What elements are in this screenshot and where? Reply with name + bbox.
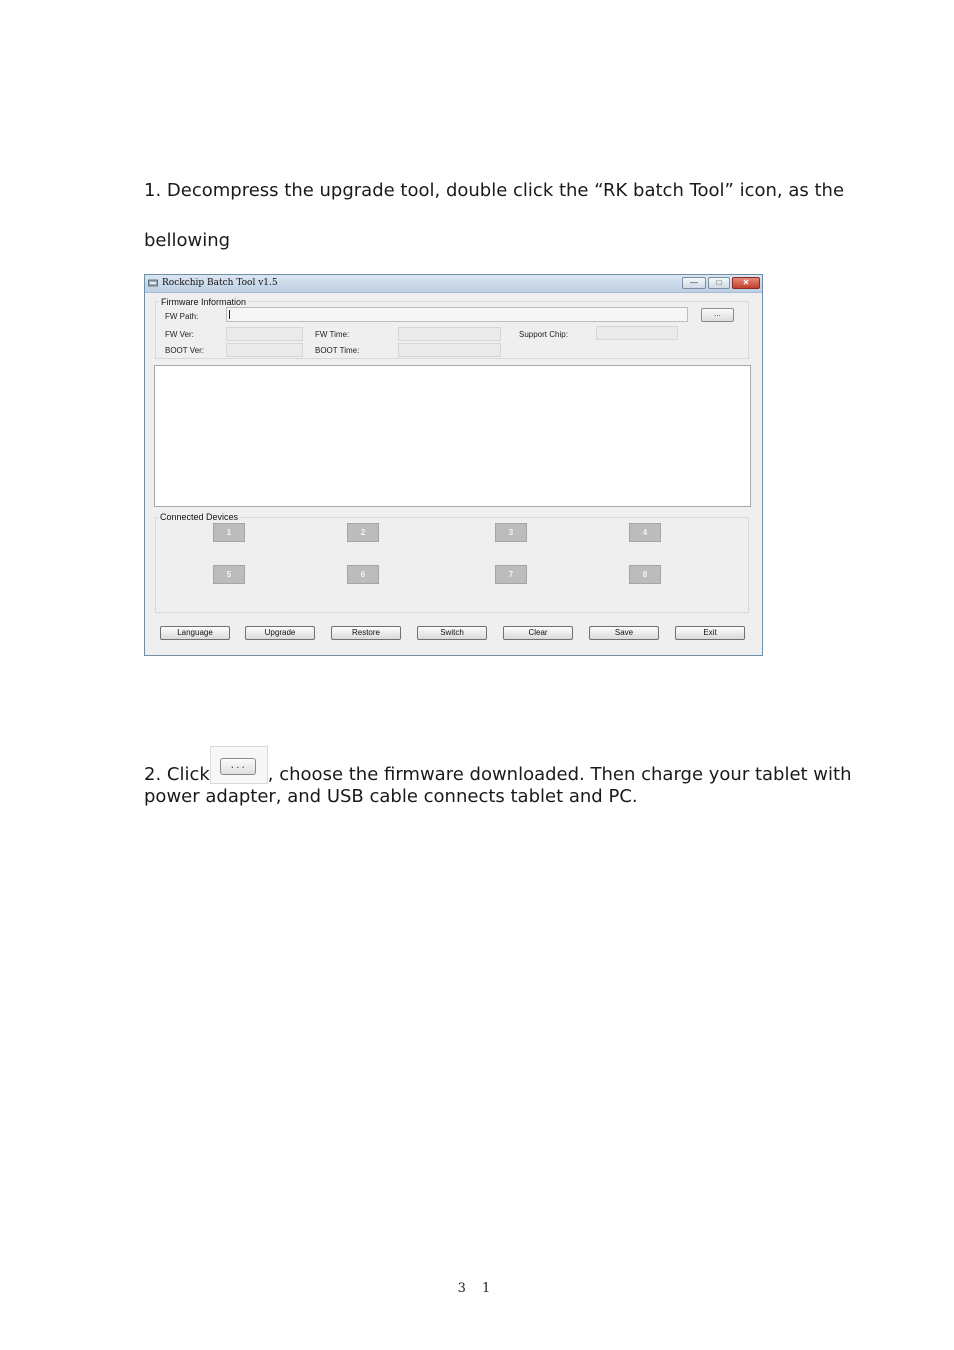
fw-time-label: FW Time: [315,330,350,339]
tool-icon [148,278,159,288]
fw-path-input[interactable] [226,307,688,322]
device-slot-1: 1 [213,523,245,542]
minimize-button[interactable]: — [682,277,706,289]
support-chip-field [596,326,678,340]
upgrade-button[interactable]: Upgrade [245,626,315,640]
device-slot-5: 5 [213,565,245,584]
device-slot-7: 7 [495,565,527,584]
exit-button[interactable]: Exit [675,626,745,640]
step2-text [144,746,852,785]
switch-button[interactable]: Switch [417,626,487,640]
connected-devices-label: Connected Devices [160,512,239,522]
clear-button[interactable]: Clear [503,626,573,640]
step2-prefix: 2. Click [144,764,210,785]
maximize-button[interactable]: □ [708,277,730,289]
fw-ver-label: FW Ver: [165,330,194,339]
step2-text-continued: power adapter, and USB cable connects tablet and PC. [144,786,638,807]
window-titlebar[interactable] [145,275,762,293]
browse-button-image [210,746,268,784]
browse-button[interactable]: ... [701,308,734,322]
device-slot-4: 4 [629,523,661,542]
fw-path-label: FW Path: [165,312,199,321]
device-slot-3: 3 [495,523,527,542]
fw-ver-field [226,327,303,341]
device-slot-2: 2 [347,523,379,542]
window-title: Rockchip Batch Tool v1.5 [162,278,278,288]
device-slot-6: 6 [347,565,379,584]
text-caret [229,310,230,319]
support-chip-label: Support Chip: [519,330,568,339]
boot-ver-label: BOOT Ver: [165,346,204,355]
page-number: 3 1 [457,1281,497,1296]
restore-button[interactable]: Restore [331,626,401,640]
boot-time-field [398,343,501,357]
close-button[interactable]: ✕ [732,277,760,289]
fw-time-field [398,327,501,341]
save-button[interactable]: Save [589,626,659,640]
boot-ver-field [226,343,303,357]
browse-button-glyph: ... [220,758,256,775]
language-button[interactable]: Language [160,626,230,640]
firmware-info-label: Firmware Information [161,297,247,307]
log-output-area[interactable] [154,365,751,507]
step2-suffix: , choose the firmware downloaded. Then charge your tablet with [267,764,852,785]
step1-text: 1. Decompress the upgrade tool, double click the “RK batch Tool” icon, as the [144,180,845,201]
boot-time-label: BOOT Time: [315,346,360,355]
device-slot-8: 8 [629,565,661,584]
step1-text-continued: bellowing [144,230,231,251]
batch-tool-window [144,274,763,656]
